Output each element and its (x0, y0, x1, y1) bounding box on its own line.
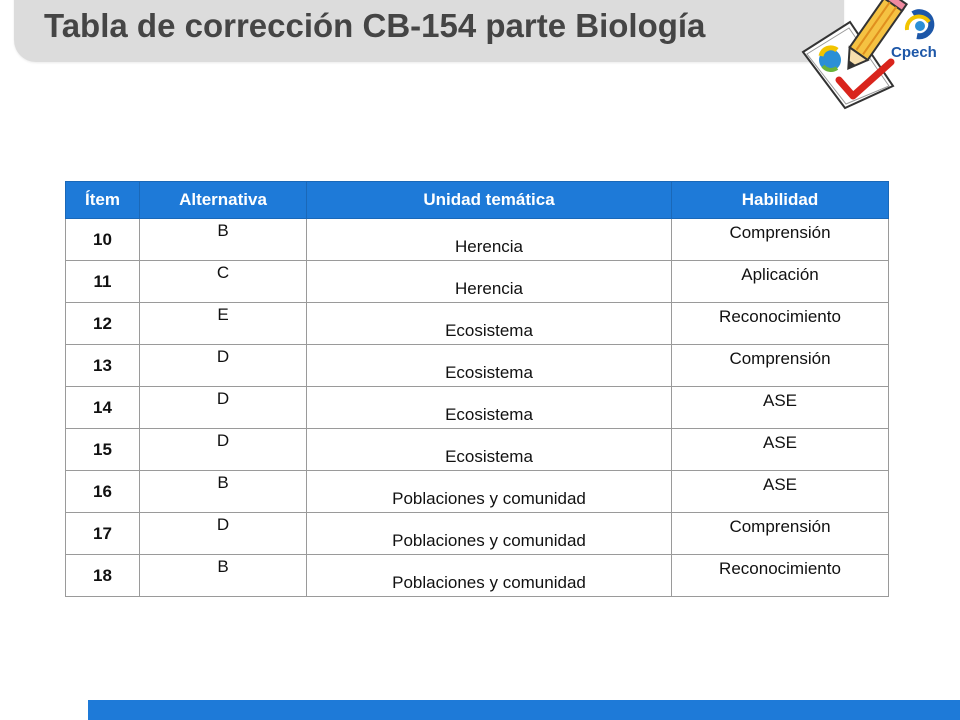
skill-cell: Aplicación (672, 261, 889, 303)
unit-cell: Ecosistema (307, 303, 672, 345)
skill-cell: Comprensión (672, 513, 889, 555)
alternative-cell: D (140, 345, 307, 387)
cpech-logo-text: Cpech (891, 44, 937, 61)
item-cell: 15 (66, 429, 140, 471)
skill-cell: Reconocimiento (672, 555, 889, 597)
column-header-skill: Habilidad (672, 182, 889, 219)
item-cell: 16 (66, 471, 140, 513)
table-row (66, 303, 889, 345)
table-row (66, 555, 889, 597)
column-header-alternative: Alternativa (140, 182, 307, 219)
table-row (66, 387, 889, 429)
alternative-cell: B (140, 219, 307, 261)
alternative-cell: D (140, 513, 307, 555)
unit-cell: Poblaciones y comunidad (307, 555, 672, 597)
alternative-cell: D (140, 387, 307, 429)
unit-cell: Ecosistema (307, 387, 672, 429)
table-row (66, 471, 889, 513)
table-row (66, 219, 889, 261)
page-title: Tabla de corrección CB-154 parte Biología (44, 7, 706, 44)
skill-cell: Comprensión (672, 345, 889, 387)
unit-cell: Poblaciones y comunidad (307, 471, 672, 513)
table-row (66, 261, 889, 303)
item-cell: 13 (66, 345, 140, 387)
column-header-unit: Unidad temática (307, 182, 672, 219)
column-header-item: Ítem (66, 182, 140, 219)
item-cell: 12 (66, 303, 140, 345)
item-cell: 10 (66, 219, 140, 261)
unit-cell: Ecosistema (307, 429, 672, 471)
item-cell: 14 (66, 387, 140, 429)
alternative-cell: E (140, 303, 307, 345)
item-cell: 11 (66, 261, 140, 303)
skill-cell: ASE (672, 471, 889, 513)
table-row (66, 429, 889, 471)
item-cell: 17 (66, 513, 140, 555)
item-cell: 18 (66, 555, 140, 597)
unit-cell: Herencia (307, 261, 672, 303)
table-header-row (66, 182, 889, 219)
skill-cell: Reconocimiento (672, 303, 889, 345)
unit-cell: Poblaciones y comunidad (307, 513, 672, 555)
table-row (66, 513, 889, 555)
alternative-cell: C (140, 261, 307, 303)
alternative-cell: B (140, 555, 307, 597)
unit-cell: Herencia (307, 219, 672, 261)
skill-cell: ASE (672, 387, 889, 429)
skill-cell: Comprensión (672, 219, 889, 261)
correction-table (65, 181, 889, 597)
alternative-cell: B (140, 471, 307, 513)
alternative-cell: D (140, 429, 307, 471)
skill-cell: ASE (672, 429, 889, 471)
footer-bar (88, 700, 960, 720)
unit-cell: Ecosistema (307, 345, 672, 387)
table-row (66, 345, 889, 387)
